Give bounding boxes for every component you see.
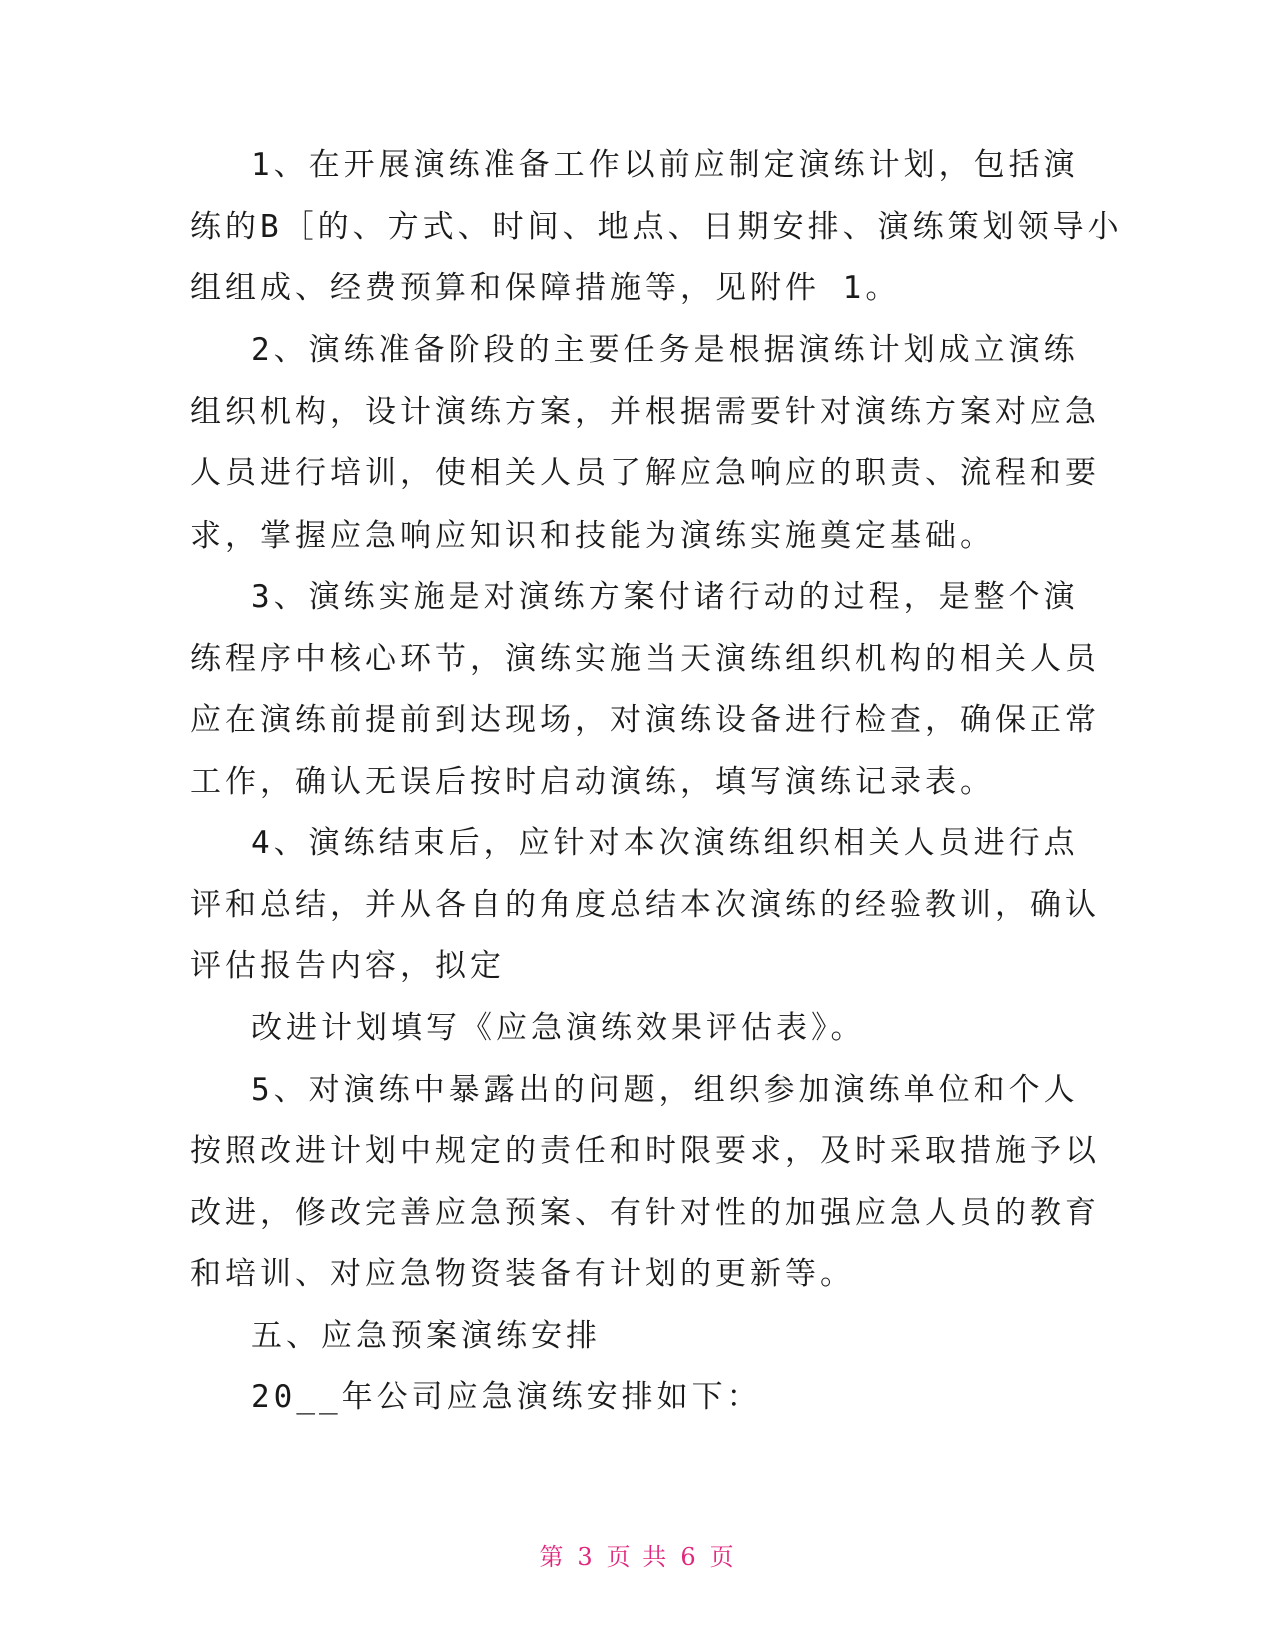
paragraph-line: 和培训、对应急物资装备有计划的更新等。: [190, 1256, 855, 1292]
paragraph-line: 改进计划填写《应急演练效果评估表》。: [251, 1010, 866, 1046]
paragraph-line: 1、在开展演练准备工作以前应制定演练计划，包括演: [251, 147, 1079, 183]
paragraph-line: 应在演练前提前到达现场，对演练设备进行检查，确保正常: [190, 702, 1100, 738]
paragraph-line: 4、演练结束后，应针对本次演练组织相关人员进行点: [251, 825, 1079, 861]
page-footer: [0, 1537, 1275, 1572]
paragraph-line: 2、演练准备阶段的主要任务是根据演练计划成立演练: [251, 332, 1079, 368]
paragraph-line: 评估报告内容，拟定: [190, 948, 505, 984]
footer-prefix: 第: [539, 1543, 566, 1571]
paragraph-line: 求，掌握应急响应知识和技能为演练实施奠定基础。: [190, 518, 995, 554]
paragraph-line: 改进，修改完善应急预案、有针对性的加强应急人员的教育: [190, 1195, 1100, 1231]
paragraph-line: 组织机构，设计演练方案，并根据需要针对演练方案对应急: [190, 394, 1100, 430]
footer-middle: 页 共: [606, 1543, 669, 1571]
paragraph-line: 组组成、经费预算和保障措施等，见附件 1。: [190, 270, 901, 306]
paragraph-line: 按照改进计划中规定的责任和时限要求，及时采取措施予以: [190, 1133, 1100, 1169]
footer-page-number: 3: [577, 1543, 595, 1571]
paragraph-line: 练的B［的、方式、时间、地点、日期安排、演练策划领导小: [190, 209, 1123, 245]
paragraph-line: 练程序中核心环节，演练实施当天演练组织机构的相关人员: [190, 641, 1100, 677]
paragraph-line: 人员进行培训，使相关人员了解应急响应的职责、流程和要: [190, 455, 1100, 491]
footer-total-pages: 6: [680, 1543, 698, 1571]
paragraph-line: 5、对演练中暴露出的问题，组织参加演练单位和个人: [251, 1072, 1079, 1108]
footer-suffix: 页: [709, 1543, 736, 1571]
section-heading: 五、应急预案演练安排: [251, 1318, 601, 1354]
paragraph-line: 评和总结，并从各自的角度总结本次演练的经验教训，确认: [190, 887, 1100, 923]
paragraph-line: 20__年公司应急演练安排如下：: [251, 1379, 762, 1415]
paragraph-line: 3、演练实施是对演练方案付诸行动的过程，是整个演: [251, 579, 1079, 615]
paragraph-line: 工作，确认无误后按时启动演练，填写演练记录表。: [190, 764, 995, 800]
